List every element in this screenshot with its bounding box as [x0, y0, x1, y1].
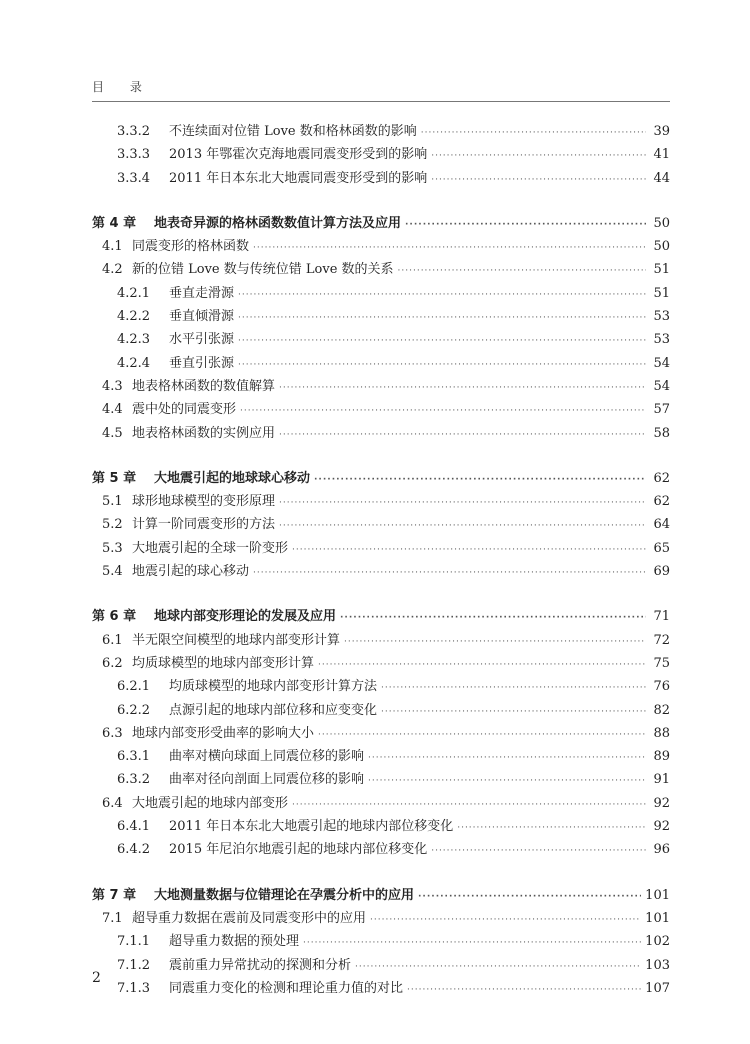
entry-title: 不连续面对位错 Love 数和格林函数的影响 — [169, 124, 417, 139]
entry-number: 3.3.3 — [117, 147, 151, 163]
leader-dots — [318, 724, 646, 747]
entry-number: 第 6 章 — [92, 609, 137, 625]
leader-dots — [279, 377, 646, 400]
entry-page-number: 50 — [653, 215, 670, 231]
entry-number: 6.3.2 — [117, 772, 151, 788]
entry-number: 4.2.1 — [117, 285, 151, 301]
toc-subsection-entry[interactable] — [92, 328, 670, 351]
entry-title: 曲率对横向球面上同震位移的影响 — [169, 749, 365, 765]
entry-page-number: 65 — [653, 540, 670, 556]
toc-subsection-entry[interactable] — [92, 930, 670, 953]
entry-page-number: 76 — [653, 679, 670, 695]
running-header — [92, 78, 660, 95]
entry-number: 6.4.1 — [117, 819, 151, 835]
toc-subsection-entry[interactable] — [92, 745, 670, 768]
entry-title: 同震变形的格林函数 — [132, 239, 250, 255]
entry-title: 2015 年尼泊尔地震引起的地球内部位移变化 — [169, 842, 428, 858]
leader-dots — [418, 886, 641, 909]
entry-page-number: 72 — [653, 632, 670, 648]
entry-title: 地表格林函数的数值解算 — [132, 378, 276, 394]
entry-title: 地球内部变形理论的发展及应用 — [154, 609, 337, 625]
entry-number: 6.4.2 — [117, 842, 151, 858]
toc-subsection-entry[interactable] — [92, 977, 670, 1000]
entry-number: 第 7 章 — [92, 887, 137, 903]
entry-number: 5.4 — [102, 564, 123, 580]
entry-page-number: 101 — [645, 910, 670, 926]
entry-number: 4.5 — [102, 425, 123, 441]
toc-section-entry[interactable] — [92, 722, 670, 745]
entry-title: 2013 年鄂霍次克海地震同震变形受到的影响 — [169, 147, 428, 163]
leader-dots — [368, 747, 646, 770]
entry-number: 3.3.2 — [117, 124, 151, 139]
entry-title: 均质球模型的地球内部变形计算 — [132, 655, 315, 671]
entry-page-number: 64 — [653, 517, 670, 533]
leader-dots — [292, 539, 646, 562]
toc-chapter-entry[interactable] — [92, 884, 670, 907]
toc-section-entry[interactable] — [92, 490, 670, 513]
entry-page-number: 71 — [653, 609, 670, 625]
toc-subsection-entry[interactable] — [92, 675, 670, 698]
toc-section-entry[interactable] — [92, 537, 670, 560]
entry-number: 6.1 — [102, 632, 123, 648]
leader-dots — [303, 932, 641, 955]
toc-section-entry[interactable] — [92, 513, 670, 536]
toc-section-entry[interactable] — [92, 652, 670, 675]
toc-subsection-entry[interactable] — [92, 768, 670, 791]
entry-number: 4.2.4 — [117, 355, 151, 371]
toc-subsection-entry[interactable] — [92, 699, 670, 722]
leader-dots — [431, 145, 646, 168]
leader-dots — [355, 956, 641, 979]
entry-page-number: 107 — [645, 980, 670, 996]
toc-subsection-entry[interactable] — [92, 954, 670, 977]
entry-page-number: 75 — [653, 655, 670, 671]
entry-page-number: 57 — [653, 402, 670, 418]
entry-title: 大地震引起的地球内部变形 — [132, 795, 289, 811]
header-text-right: 录 — [129, 80, 142, 94]
leader-dots — [421, 122, 646, 145]
leader-dots — [253, 562, 646, 585]
entry-page-number: 44 — [653, 170, 670, 186]
entry-title: 大地震引起的地球球心移动 — [154, 470, 311, 486]
entry-number: 5.1 — [102, 494, 123, 510]
entry-page-number: 88 — [653, 725, 670, 741]
toc-chapter-entry[interactable] — [92, 212, 670, 235]
leader-dots — [238, 330, 646, 353]
entry-page-number: 91 — [653, 772, 670, 788]
entry-title: 超导重力数据的预处理 — [169, 934, 300, 950]
entry-page-number: 62 — [653, 494, 670, 510]
toc-chapter-entry[interactable] — [92, 605, 670, 628]
entry-number: 6.2 — [102, 655, 123, 671]
entry-title: 垂直走滑源 — [169, 285, 235, 301]
toc-section-entry[interactable] — [92, 629, 670, 652]
entry-number: 6.3.1 — [117, 749, 151, 765]
entry-page-number: 53 — [653, 309, 670, 325]
leader-dots — [292, 794, 646, 817]
entry-page-number: 51 — [653, 262, 670, 278]
toc-section-entry[interactable] — [92, 560, 670, 583]
entry-number: 7.1.3 — [117, 980, 151, 996]
leader-dots — [368, 770, 646, 793]
entry-page-number: 82 — [653, 702, 670, 718]
entry-title: 点源引起的地球内部位移和应变变化 — [169, 702, 378, 718]
entry-title: 2011 年日本东北大地震引起的地球内部位移变化 — [169, 819, 454, 835]
entry-title: 2011 年日本东北大地震同震变形受到的影响 — [169, 170, 428, 186]
toc-subsection-entry[interactable] — [92, 120, 670, 143]
entry-number: 5.2 — [102, 517, 123, 533]
page-number: 2 — [92, 970, 101, 986]
toc-subsection-entry[interactable] — [92, 815, 670, 838]
entry-title: 超导重力数据在震前及同震变形中的应用 — [132, 910, 367, 926]
leader-dots — [238, 284, 646, 307]
leader-dots — [340, 607, 646, 630]
entry-title: 球形地球模型的变形原理 — [132, 494, 276, 510]
entry-title: 均质球模型的地球内部变形计算方法 — [169, 679, 378, 695]
entry-title: 水平引张源 — [169, 332, 235, 348]
entry-number: 5.3 — [102, 540, 123, 556]
entry-number: 4.2 — [102, 262, 123, 278]
toc-subsection-entry[interactable] — [92, 352, 670, 375]
toc-section-entry[interactable] — [92, 258, 670, 281]
toc-subsection-entry[interactable] — [92, 282, 670, 305]
entry-number: 4.4 — [102, 402, 123, 418]
entry-number: 4.2.3 — [117, 332, 151, 348]
entry-page-number: 54 — [653, 378, 670, 394]
entry-title: 震中处的同震变形 — [132, 402, 237, 418]
entry-page-number: 50 — [653, 239, 670, 255]
leader-dots — [279, 515, 646, 538]
entry-page-number: 92 — [653, 819, 670, 835]
entry-number: 4.2.2 — [117, 309, 151, 325]
entry-number: 4.3 — [102, 378, 123, 394]
section-gap — [92, 190, 670, 212]
toc-chapter-entry[interactable] — [92, 467, 670, 490]
header-text-left: 目 — [92, 80, 105, 94]
leader-dots — [344, 631, 646, 654]
entry-page-number: 96 — [653, 842, 670, 858]
entry-page-number: 69 — [653, 564, 670, 580]
entry-title: 地表格林函数的实例应用 — [132, 425, 276, 441]
leader-dots — [279, 424, 646, 447]
leader-dots — [405, 214, 646, 237]
entry-number: 7.1.2 — [117, 957, 151, 973]
entry-title: 大地测量数据与位错理论在孕震分析中的应用 — [154, 887, 415, 903]
entry-title: 地球内部变形受曲率的影响大小 — [132, 725, 315, 741]
entry-number: 6.4 — [102, 795, 123, 811]
entry-number: 6.2.2 — [117, 702, 151, 718]
entry-title: 垂直引张源 — [169, 355, 235, 371]
leader-dots — [381, 677, 646, 700]
entry-title: 同震重力变化的检测和理论重力值的对比 — [169, 980, 404, 996]
entry-number: 6.2.1 — [117, 679, 151, 695]
leader-dots — [431, 169, 646, 192]
entry-page-number: 41 — [653, 147, 670, 163]
entry-number: 3.3.4 — [117, 170, 151, 186]
header-rule — [92, 101, 670, 102]
leader-dots — [370, 909, 641, 932]
entry-number: 7.1 — [102, 910, 123, 926]
section-gap — [92, 862, 670, 884]
entry-page-number: 58 — [653, 425, 670, 441]
leader-dots — [279, 492, 646, 515]
toc-section-entry[interactable] — [92, 422, 670, 445]
entry-page-number: 89 — [653, 749, 670, 765]
toc-subsection-entry[interactable] — [92, 305, 670, 328]
toc-section-entry[interactable] — [92, 398, 670, 421]
toc-section-entry[interactable] — [92, 235, 670, 258]
toc-subsection-entry[interactable] — [92, 167, 670, 190]
entry-title: 垂直倾滑源 — [169, 309, 235, 325]
entry-page-number: 102 — [645, 934, 670, 950]
entry-number: 6.3 — [102, 725, 123, 741]
entry-title: 地表奇异源的格林函数数值计算方法及应用 — [154, 215, 402, 231]
toc-subsection-entry[interactable] — [92, 838, 670, 861]
entry-page-number: 92 — [653, 795, 670, 811]
entry-number: 第 4 章 — [92, 215, 137, 231]
entry-title: 计算一阶同震变形的方法 — [132, 517, 276, 533]
leader-dots — [318, 654, 646, 677]
toc-subsection-entry[interactable] — [92, 143, 670, 166]
leader-dots — [407, 979, 641, 1002]
toc-section-entry[interactable] — [92, 907, 670, 930]
entry-number: 4.1 — [102, 239, 123, 255]
table-of-contents — [92, 120, 670, 1000]
entry-page-number: 39 — [653, 124, 670, 139]
leader-dots — [398, 260, 646, 283]
entry-title: 震前重力异常扰动的探测和分析 — [169, 957, 352, 973]
entry-number: 7.1.1 — [117, 934, 151, 950]
entry-title: 新的位错 Love 数与传统位错 Love 数的关系 — [132, 262, 394, 278]
section-gap — [92, 445, 670, 467]
entry-page-number: 51 — [653, 285, 670, 301]
entry-title: 曲率对径向剖面上同震位移的影响 — [169, 772, 365, 788]
entry-page-number: 54 — [653, 355, 670, 371]
leader-dots — [238, 307, 646, 330]
entry-number: 第 5 章 — [92, 470, 137, 486]
entry-page-number: 62 — [653, 470, 670, 486]
entry-page-number: 103 — [645, 957, 670, 973]
entry-page-number: 53 — [653, 332, 670, 348]
leader-dots — [431, 840, 646, 863]
entry-title: 大地震引起的全球一阶变形 — [132, 540, 289, 556]
toc-section-entry[interactable] — [92, 375, 670, 398]
entry-title: 地震引起的球心移动 — [132, 564, 250, 580]
toc-section-entry[interactable] — [92, 792, 670, 815]
leader-dots — [238, 354, 646, 377]
leader-dots — [457, 817, 646, 840]
leader-dots — [381, 701, 646, 724]
leader-dots — [240, 400, 646, 423]
leader-dots — [253, 237, 646, 260]
leader-dots — [314, 469, 646, 492]
entry-page-number: 101 — [645, 887, 670, 903]
entry-title: 半无限空间模型的地球内部变形计算 — [132, 632, 341, 648]
section-gap — [92, 583, 670, 605]
